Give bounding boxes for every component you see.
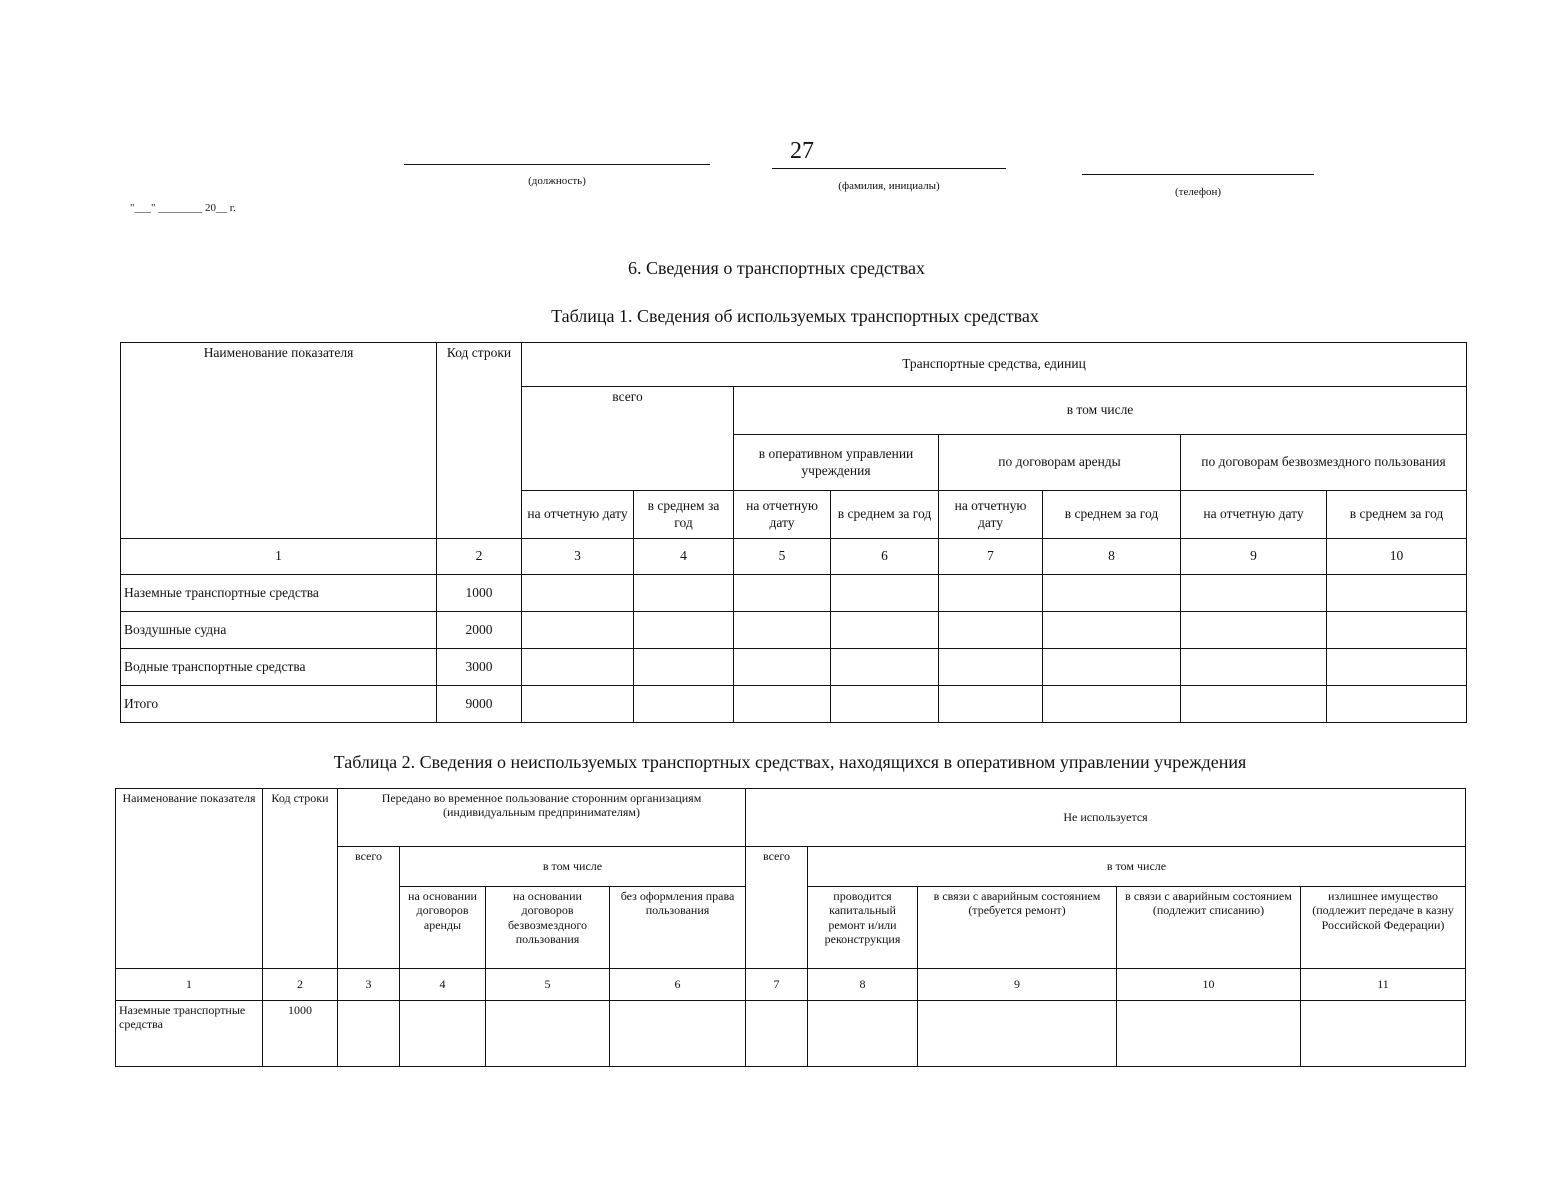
- t2-cell[interactable]: [918, 1001, 1117, 1067]
- t1-cell[interactable]: [1043, 612, 1181, 649]
- t1-col-number: 9: [1181, 539, 1327, 575]
- t1-header-total: всего: [522, 387, 734, 491]
- t1-header-lease: по договорам аренды: [939, 435, 1181, 491]
- t1-header-avg-year: в среднем за год: [1043, 491, 1181, 539]
- t1-cell[interactable]: [522, 649, 634, 686]
- t1-col-number: 10: [1327, 539, 1467, 575]
- t1-cell[interactable]: [734, 649, 831, 686]
- t1-cell[interactable]: [634, 612, 734, 649]
- t2-header-no-rights: без оформления права пользования: [610, 887, 746, 969]
- t2-header-free-basis: на основании договоров безвозмездного пользования: [486, 887, 610, 969]
- t2-header-repair: проводится капитальный ремонт и/или реконструкция: [808, 887, 918, 969]
- t2-header-including: в том числе: [400, 847, 746, 887]
- t2-col-number: 2: [263, 969, 338, 1001]
- table-row: [121, 612, 1467, 649]
- t1-cell[interactable]: [939, 686, 1043, 723]
- t2-cell[interactable]: [746, 1001, 808, 1067]
- t1-col-number: 4: [634, 539, 734, 575]
- t1-cell[interactable]: [1181, 686, 1327, 723]
- t1-row-name: Воздушные судна: [121, 612, 437, 649]
- t2-col-number: 7: [746, 969, 808, 1001]
- t2-header-transferred: Передано во временное пользование сторонним организациям (индивидуальным предпринимателям): [338, 789, 746, 847]
- t1-row-name: Наземные транспортные средства: [121, 575, 437, 612]
- t2-header-total: всего: [746, 847, 808, 969]
- t1-cell[interactable]: [1043, 686, 1181, 723]
- t1-cell[interactable]: [1181, 612, 1327, 649]
- t1-header-on-date: на отчетную дату: [1181, 491, 1327, 539]
- t2-cell[interactable]: [808, 1001, 918, 1067]
- table-row: [116, 1001, 1466, 1067]
- t2-col-number: 10: [1117, 969, 1301, 1001]
- t1-col-number: 5: [734, 539, 831, 575]
- t1-row-name: Водные транспортные средства: [121, 649, 437, 686]
- t1-header-vehicles: Транспортные средства, единиц: [522, 343, 1467, 387]
- t1-header-avg-year: в среднем за год: [1327, 491, 1467, 539]
- t2-header-name: Наименование показателя: [116, 789, 263, 969]
- t1-cell[interactable]: [522, 686, 634, 723]
- t1-cell[interactable]: [1043, 575, 1181, 612]
- t2-header-not-used: Не используется: [746, 789, 1466, 847]
- t1-header-avg-year: в среднем за год: [831, 491, 939, 539]
- t1-cell[interactable]: [939, 575, 1043, 612]
- t2-header-emergency-writeoff: в связи с аварийным состоянием (подлежит списанию): [1117, 887, 1301, 969]
- t1-col-number: 3: [522, 539, 634, 575]
- t1-header-avg-year: в среднем за год: [634, 491, 734, 539]
- date-line: "___" ________ 20__ г.: [130, 202, 236, 214]
- t1-cell[interactable]: [522, 612, 634, 649]
- name-line: [772, 168, 1006, 169]
- page-number: 27: [790, 138, 814, 164]
- t2-col-number: 1: [116, 969, 263, 1001]
- t2-col-number: 9: [918, 969, 1117, 1001]
- t2-col-number: 11: [1301, 969, 1466, 1001]
- t2-cell[interactable]: [486, 1001, 610, 1067]
- t1-cell[interactable]: [522, 575, 634, 612]
- t1-cell[interactable]: [1181, 575, 1327, 612]
- t1-cell[interactable]: [634, 575, 734, 612]
- t1-row-code: 3000: [437, 649, 522, 686]
- t2-cell[interactable]: [1301, 1001, 1466, 1067]
- t1-cell[interactable]: [634, 686, 734, 723]
- t2-col-number: 4: [400, 969, 486, 1001]
- t1-col-number: 8: [1043, 539, 1181, 575]
- position-line: [404, 164, 710, 165]
- t1-row-code: 2000: [437, 612, 522, 649]
- t1-row-code: 1000: [437, 575, 522, 612]
- t2-col-number: 6: [610, 969, 746, 1001]
- t1-cell[interactable]: [831, 686, 939, 723]
- t2-col-number: 5: [486, 969, 610, 1001]
- name-label: (фамилия, инициалы): [838, 180, 940, 192]
- t1-cell[interactable]: [734, 686, 831, 723]
- position-label: (должность): [528, 175, 586, 187]
- t1-cell[interactable]: [734, 575, 831, 612]
- t1-header-code: Код строки: [437, 343, 522, 539]
- t2-header-including: в том числе: [808, 847, 1466, 887]
- t2-cell[interactable]: [1117, 1001, 1301, 1067]
- t1-cell[interactable]: [939, 649, 1043, 686]
- t2-header-lease-basis: на основании договоров аренды: [400, 887, 486, 969]
- table1-title: Таблица 1. Сведения об используемых транспортных средствах: [551, 306, 1039, 326]
- t2-header-code: Код строки: [263, 789, 338, 969]
- phone-line: [1082, 174, 1314, 175]
- t1-cell[interactable]: [1327, 575, 1467, 612]
- t1-header-on-date: на отчетную дату: [939, 491, 1043, 539]
- t2-cell[interactable]: [610, 1001, 746, 1067]
- t1-header-including: в том числе: [734, 387, 1467, 435]
- table-row: [121, 649, 1467, 686]
- t1-cell[interactable]: [1327, 649, 1467, 686]
- t2-col-number: 3: [338, 969, 400, 1001]
- table2-title: Таблица 2. Сведения о неиспользуемых транспортных средствах, находящихся в оперативном управлении учреждения: [333, 752, 1247, 772]
- t1-col-number: 6: [831, 539, 939, 575]
- t1-col-number: 7: [939, 539, 1043, 575]
- t1-cell[interactable]: [734, 612, 831, 649]
- t1-header-name: Наименование показателя: [121, 343, 437, 539]
- t1-row-code: 9000: [437, 686, 522, 723]
- t2-cell[interactable]: [338, 1001, 400, 1067]
- section-title: 6. Сведения о транспортных средствах: [627, 258, 926, 278]
- t1-cell[interactable]: [831, 612, 939, 649]
- t2-row-code: 1000: [263, 1001, 338, 1067]
- t1-cell[interactable]: [634, 649, 734, 686]
- t1-cell[interactable]: [1043, 649, 1181, 686]
- t1-cell[interactable]: [1327, 612, 1467, 649]
- t1-col-number: 1: [121, 539, 437, 575]
- t1-header-on-date: на отчетную дату: [734, 491, 831, 539]
- t1-col-number: 2: [437, 539, 522, 575]
- table-row: [121, 575, 1467, 612]
- t1-header-operational: в оперативном управлении учреждения: [734, 435, 939, 491]
- t2-header-emergency-repair: в связи с аварийным состоянием (требуется ремонт): [918, 887, 1117, 969]
- t2-row-name: Наземные транспортные средства: [116, 1001, 263, 1067]
- t1-header-on-date: на отчетную дату: [522, 491, 634, 539]
- t1-cell[interactable]: [831, 575, 939, 612]
- t1-header-free-use: по договорам безвозмездного пользования: [1181, 435, 1467, 491]
- t1-cell[interactable]: [1327, 686, 1467, 723]
- t2-col-number: 8: [808, 969, 918, 1001]
- table-row: [121, 686, 1467, 723]
- t1-cell[interactable]: [831, 649, 939, 686]
- t2-header-surplus: излишнее имущество (подлежит передаче в казну Российской Федерации): [1301, 887, 1466, 969]
- t2-header-total: всего: [338, 847, 400, 969]
- t1-row-name: Итого: [121, 686, 437, 723]
- phone-label: (телефон): [1174, 186, 1222, 198]
- t1-cell[interactable]: [939, 612, 1043, 649]
- t2-cell[interactable]: [400, 1001, 486, 1067]
- t1-cell[interactable]: [1181, 649, 1327, 686]
- table1: [120, 342, 1467, 723]
- table2: [115, 788, 1466, 1067]
